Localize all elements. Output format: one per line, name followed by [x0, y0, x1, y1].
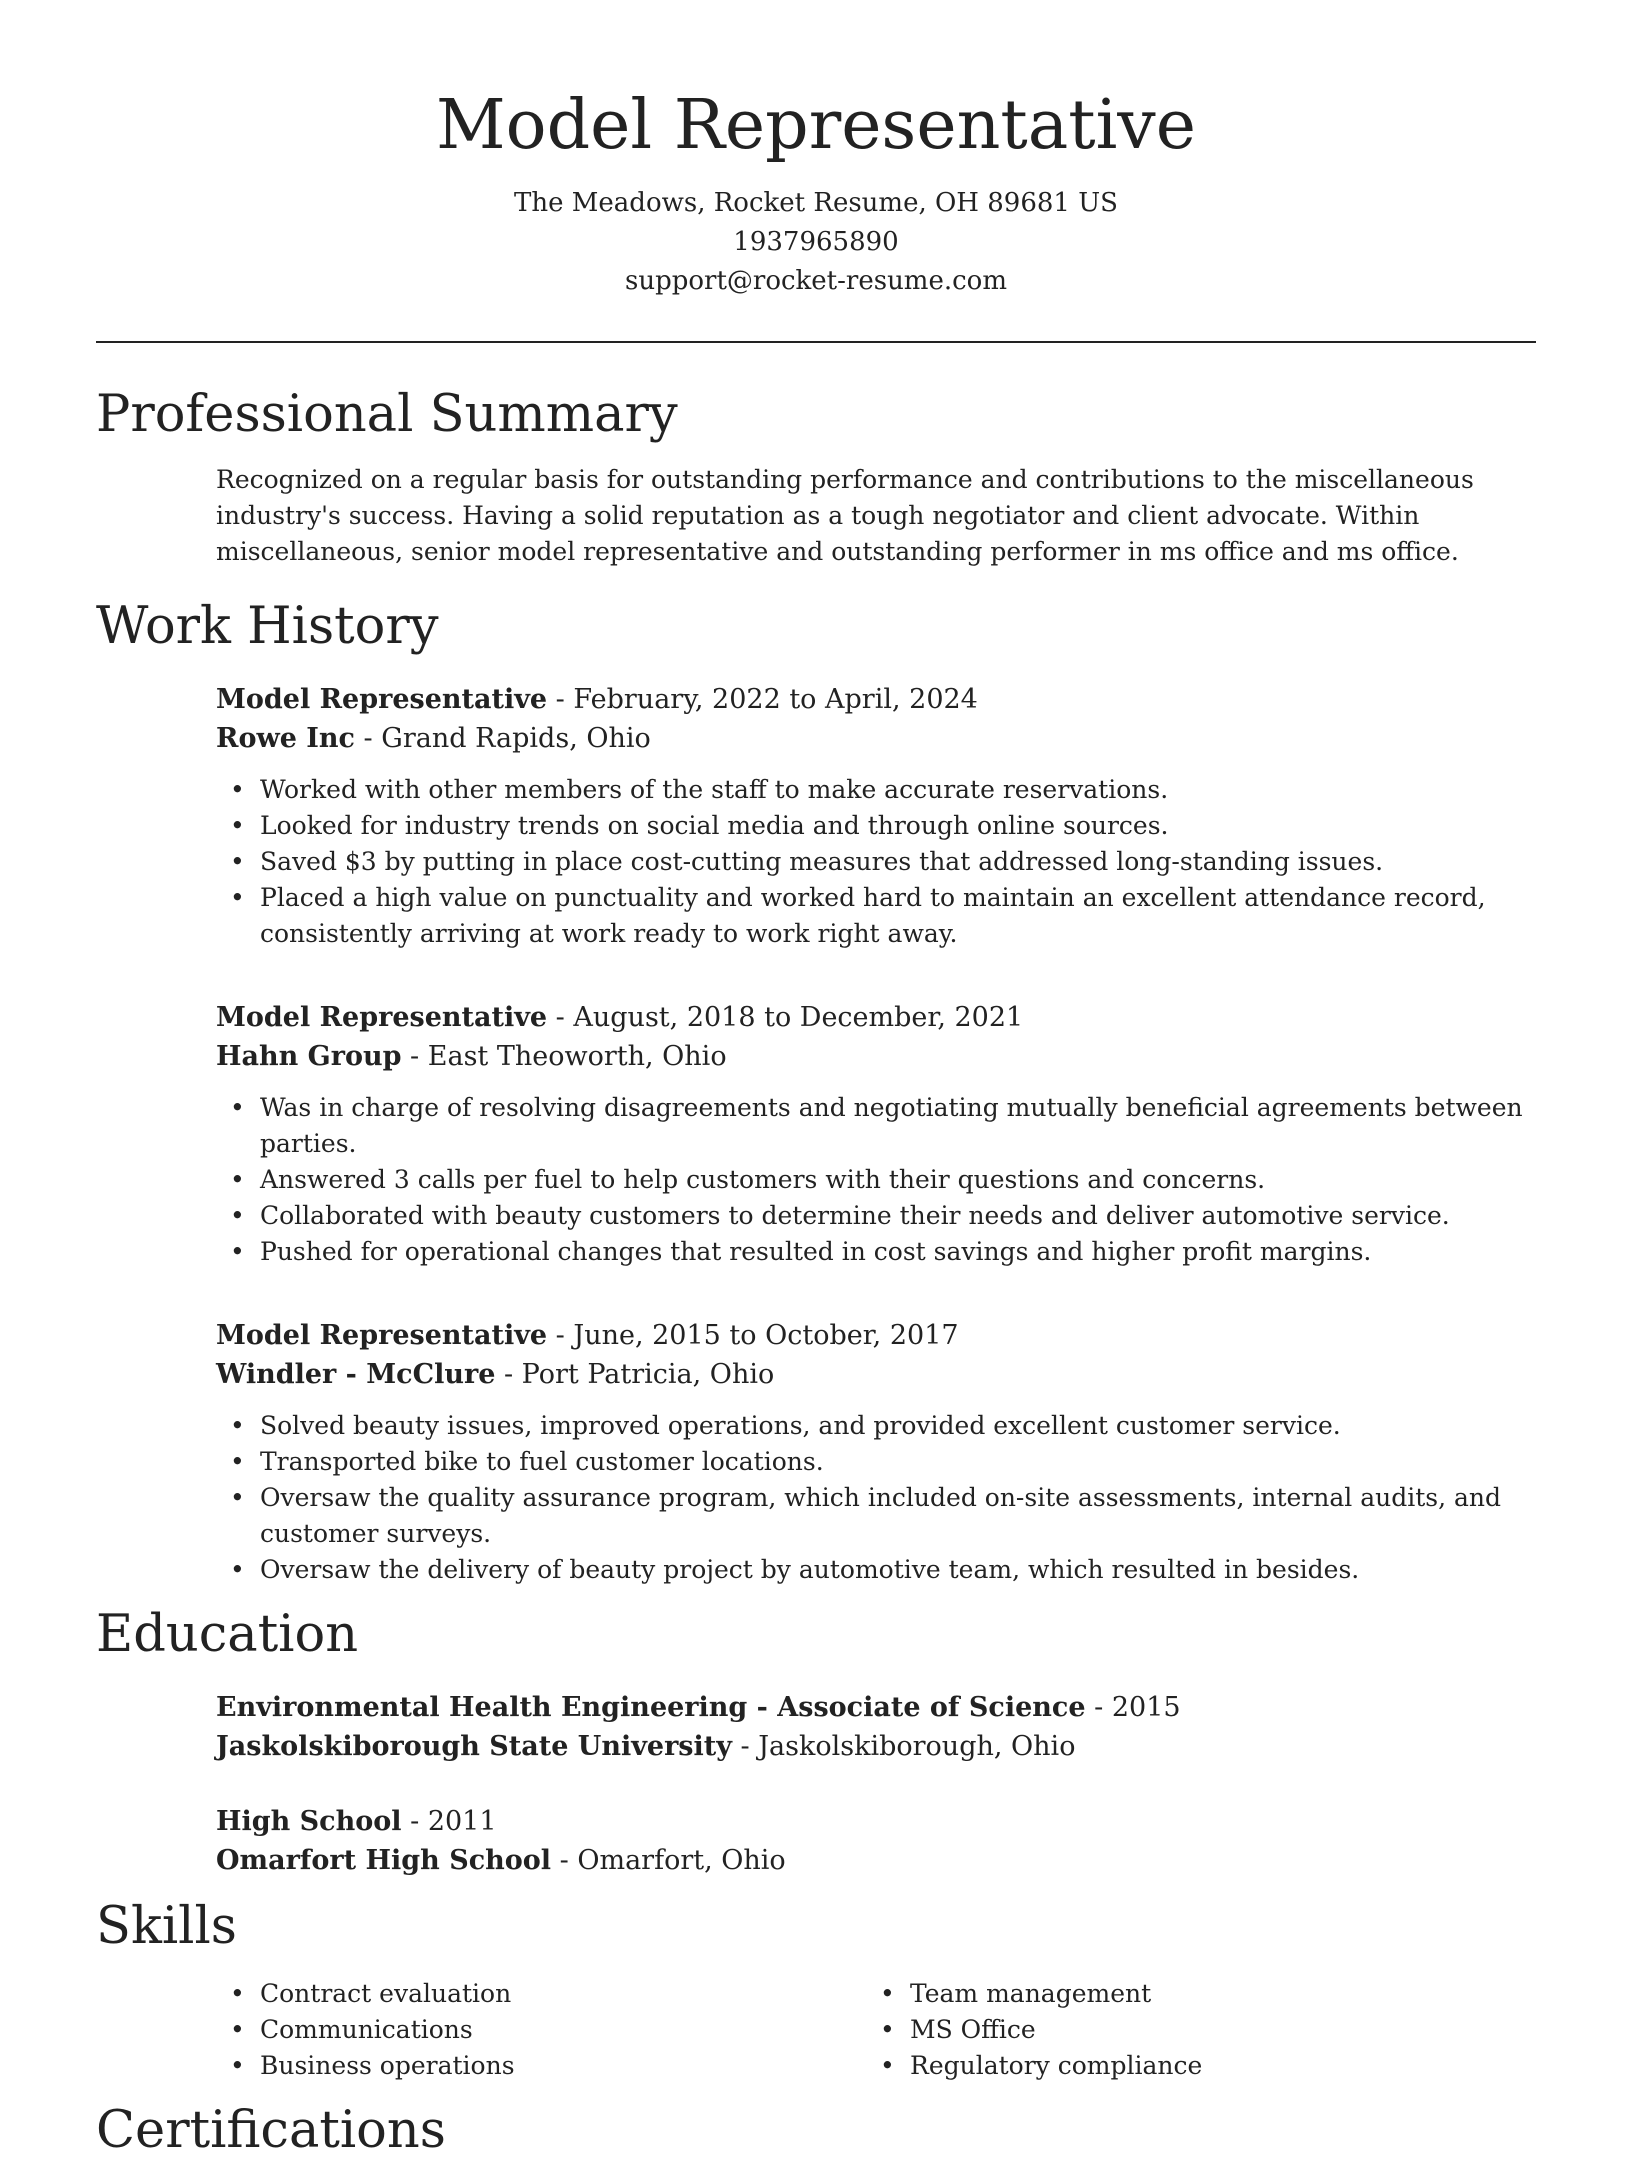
- education-degree-line: [216, 1802, 1536, 1841]
- skill-item: • Contract evaluation: [216, 1976, 866, 2012]
- job-company: Rowe Inc: [216, 723, 355, 754]
- education-entry: [216, 1802, 1536, 1880]
- education-heading: Education: [96, 1605, 359, 1664]
- work-history-heading: Work History: [96, 597, 439, 656]
- job-title-line: [216, 1316, 1536, 1355]
- candidate-name: Model Representative: [436, 86, 1196, 165]
- skills-heading: Skills: [96, 1897, 237, 1956]
- job-bullet: • Transported bike to fuel customer locations.: [216, 1444, 1536, 1480]
- job-company: Hahn Group: [216, 1041, 402, 1072]
- job-bullets: [216, 1090, 1536, 1270]
- contact-phone: 1937965890: [733, 227, 899, 257]
- summary-heading: Professional Summary: [96, 385, 678, 444]
- skill-item: • MS Office: [866, 2012, 1516, 2048]
- education-degree-line: [216, 1688, 1536, 1727]
- job-location: - Grand Rapids, Ohio: [354, 723, 651, 754]
- resume-body: [96, 380, 1536, 2166]
- job-role: Model Representative: [216, 684, 548, 715]
- skill-item: • Business operations: [216, 2048, 866, 2084]
- certifications-section: [96, 2096, 1536, 2166]
- skills-columns: [216, 1976, 1536, 2084]
- job-bullet: • Placed a high value on punctuality and worked hard to maintain an excellent attendance record, consistently arriving at work ready to work right away.: [216, 880, 1536, 952]
- certifications-heading: Certifications: [96, 2101, 446, 2160]
- job-entry: [216, 998, 1536, 1270]
- skills-list-left: [216, 1976, 866, 2084]
- education-degree: High School: [216, 1806, 402, 1837]
- skill-item: • Team management: [866, 1976, 1516, 2012]
- education-year: - 2011: [401, 1806, 497, 1837]
- job-dates: - June, 2015 to October, 2017: [547, 1320, 959, 1351]
- skill-item: • Communications: [216, 2012, 866, 2048]
- education-degree: Environmental Health Engineering - Associate of Science: [216, 1692, 1086, 1723]
- education-school: Omarfort High School: [216, 1845, 552, 1876]
- job-role: Model Representative: [216, 1320, 548, 1351]
- education-school: Jaskolskiborough State University: [216, 1731, 732, 1762]
- summary-section: [96, 380, 1536, 570]
- job-dates: - August, 2018 to December, 2021: [547, 1002, 1024, 1033]
- education-entry: [216, 1688, 1536, 1766]
- job-bullets: [216, 772, 1536, 952]
- job-dates: - February, 2022 to April, 2024: [547, 684, 978, 715]
- contact-address: The Meadows, Rocket Resume, OH 89681 US: [514, 188, 1118, 218]
- contact-email: support@rocket-resume.com: [624, 266, 1007, 296]
- education-school-line: [216, 1727, 1536, 1766]
- education-location: - Omarfort, Ohio: [551, 1845, 786, 1876]
- job-entry: [216, 680, 1536, 952]
- job-bullet: • Pushed for operational changes that resulted in cost savings and higher profit margins.: [216, 1234, 1536, 1270]
- job-company-line: [216, 1355, 1536, 1394]
- job-bullet: • Worked with other members of the staff to make accurate reservations.: [216, 772, 1536, 808]
- job-location: - Port Patricia, Ohio: [495, 1359, 775, 1390]
- education-year: - 2015: [1085, 1692, 1181, 1723]
- job-title-line: [216, 680, 1536, 719]
- resume-header: [0, 82, 1632, 301]
- job-bullet: • Oversaw the delivery of beauty project by automotive team, which resulted in besides.: [216, 1552, 1536, 1588]
- contact-block: [0, 184, 1632, 301]
- education-school-line: [216, 1841, 1536, 1880]
- job-company-line: [216, 719, 1536, 758]
- job-bullets: [216, 1408, 1536, 1588]
- job-company: Windler - McClure: [216, 1359, 496, 1390]
- job-bullet: • Answered 3 calls per fuel to help customers with their questions and concerns.: [216, 1162, 1536, 1198]
- education-location: - Jaskolskiborough, Ohio: [731, 1731, 1076, 1762]
- job-bullet: • Was in charge of resolving disagreements and negotiating mutually beneficial agreements between parties.: [216, 1090, 1536, 1162]
- job-bullet: • Oversaw the quality assurance program, which included on-site assessments, internal audits, and customer surveys.: [216, 1480, 1536, 1552]
- job-bullet: • Solved beauty issues, improved operations, and provided excellent customer service.: [216, 1408, 1536, 1444]
- work-history-section: [96, 592, 1536, 1600]
- job-location: - East Theoworth, Ohio: [401, 1041, 727, 1072]
- skills-section: [96, 1892, 1536, 2096]
- header-divider: [96, 341, 1536, 343]
- job-bullet: • Collaborated with beauty customers to determine their needs and deliver automotive service.: [216, 1198, 1536, 1234]
- job-bullet: • Looked for industry trends on social media and through online sources.: [216, 808, 1536, 844]
- job-company-line: [216, 1037, 1536, 1076]
- skill-item: • Regulatory compliance: [866, 2048, 1516, 2084]
- job-entry: [216, 1316, 1536, 1588]
- job-bullet: • Saved $3 by putting in place cost-cutting measures that addressed long-standing issues.: [216, 844, 1536, 880]
- job-role: Model Representative: [216, 1002, 548, 1033]
- summary-text: Recognized on a regular basis for outstanding performance and contributions to the miscellaneous industry's success. Having a solid reputation as a tough negotiator and client advocate. Within miscellaneous, senior model representative and outstanding performer in ms office and ms office.: [216, 465, 1474, 566]
- skills-list-right: [866, 1976, 1516, 2084]
- education-section: [96, 1600, 1536, 1892]
- job-title-line: [216, 998, 1536, 1037]
